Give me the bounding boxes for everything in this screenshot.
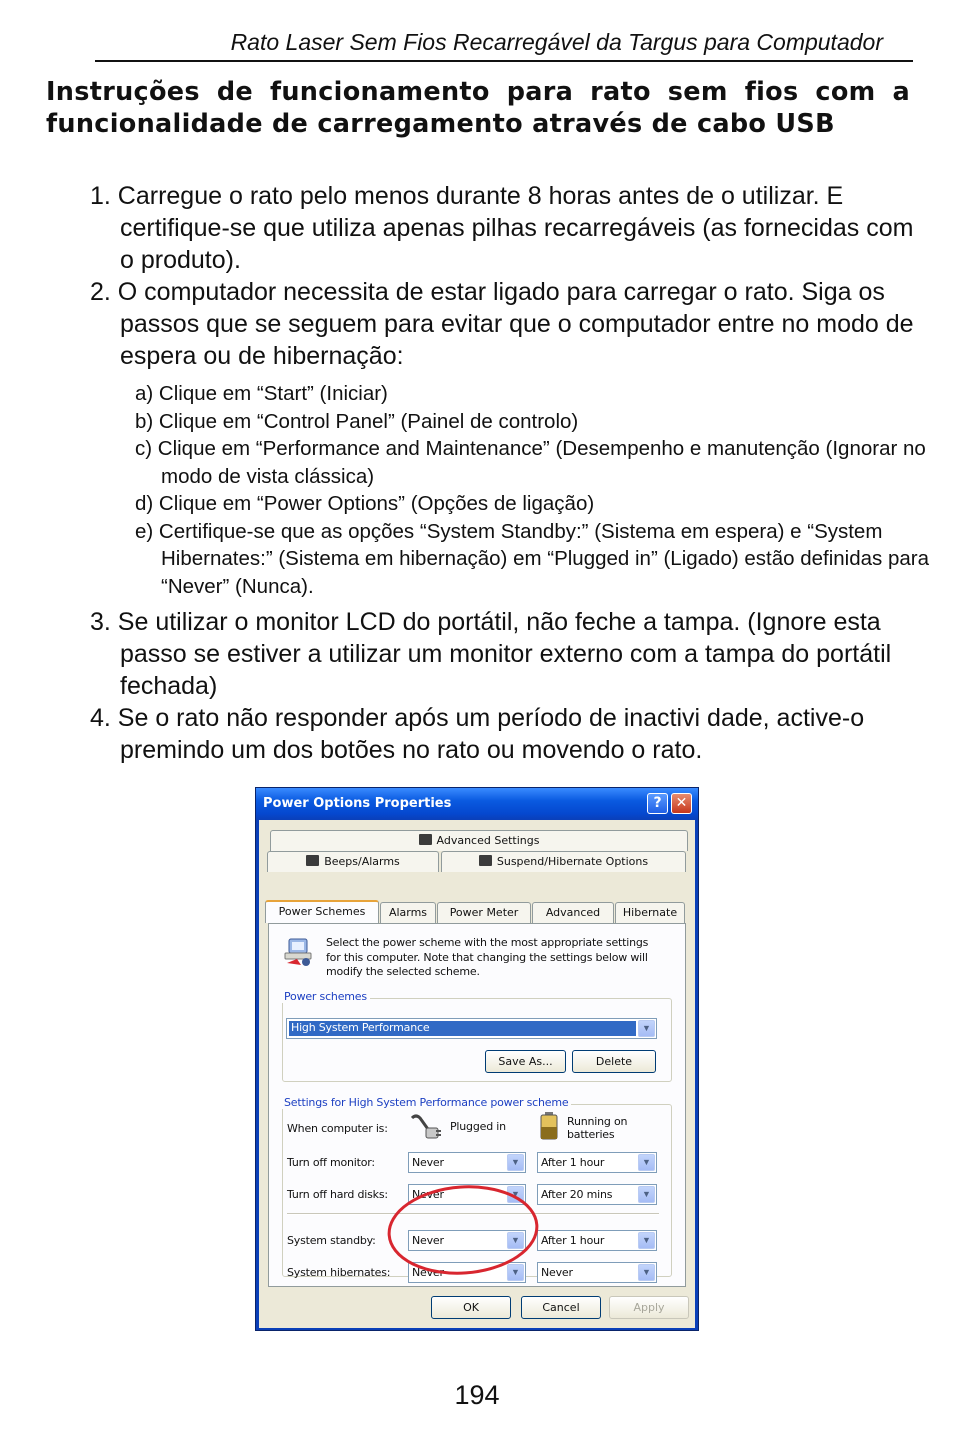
hibernates-label: System hibernates: (287, 1266, 391, 1279)
chevron-down-icon[interactable]: ▼ (507, 1186, 524, 1203)
substep-b: b) Clique em “Control Panel” (Painel de controlo) (135, 409, 579, 433)
substep-list (135, 380, 933, 600)
substep-a: a) Clique em “Start” (Iniciar) (135, 382, 388, 405)
tab-power-schemes[interactable]: Power Schemes (265, 900, 379, 923)
chevron-down-icon[interactable]: ▼ (507, 1154, 524, 1171)
select-value: After 1 hour (541, 1156, 605, 1169)
chevron-down-icon[interactable]: ▼ (638, 1186, 655, 1203)
running-on-batteries-header: Running on batteries (567, 1115, 628, 1141)
apply-button[interactable]: Apply (609, 1296, 689, 1319)
highlight-circle (386, 1182, 540, 1278)
power-scheme-value: High System Performance (289, 1021, 636, 1036)
substep-e: e) Certifique-se que as opções “System Standby:” (Sistema em espera) e “System Hibernates:” (Sistema em hibernação) em “Plugged in” (Ligado) estão definidas para “Never” (Nunca). (135, 519, 930, 598)
power-schemes-label: Power schemes (281, 990, 370, 1003)
ok-button[interactable]: OK (431, 1296, 511, 1319)
chevron-down-icon[interactable]: ▼ (638, 1232, 655, 1249)
highlight-overlay (255, 787, 699, 1331)
tab-advanced[interactable]: Advanced (532, 902, 614, 923)
tab-hibernate[interactable]: Hibernate (615, 902, 685, 923)
running-header: Rato Laser Sem Fios Recarregável da Targus para Computador (230, 29, 883, 55)
chevron-down-icon[interactable]: ▼ (638, 1020, 655, 1037)
tab-label: Suspend/Hibernate Options (496, 855, 649, 868)
chevron-down-icon[interactable]: ▼ (638, 1264, 655, 1281)
delete-button[interactable]: Delete (572, 1050, 656, 1073)
tab-alarms[interactable]: Alarms (380, 902, 436, 923)
chevron-down-icon[interactable]: ▼ (638, 1154, 655, 1171)
select-value: Never (412, 1266, 444, 1279)
substep-c: c) Clique em “Performance and Maintenance” (Desempenho e manutenção (Ignorar no modo de vista clássica) (135, 437, 926, 488)
substep-d: d) Clique em “Power Options” (Opções de ligação) (135, 492, 595, 515)
hard-disks-label: Turn off hard disks: (287, 1188, 388, 1201)
select-value: After 1 hour (541, 1234, 605, 1247)
chevron-down-icon[interactable]: ▼ (507, 1264, 524, 1281)
monitor-label: Turn off monitor: (287, 1156, 375, 1169)
tab-power-meter[interactable]: Power Meter (437, 902, 531, 923)
dialog-title: Power Options Properties (263, 796, 452, 811)
step-2: 2. O computador necessita de estar ligado para carregar o rato. Siga os passos que se seguem para evitar que o computador entre no modo de espera ou de hibernação: (90, 278, 914, 370)
plugged-in-header: Plugged in (450, 1120, 506, 1133)
select-value: After 20 mins (541, 1188, 613, 1201)
select-value: Never (412, 1156, 444, 1169)
chevron-down-icon[interactable]: ▼ (507, 1232, 524, 1249)
step-4: 4. Se o rato não responder após um período de inactivi dade, active-o premindo um dos botões no rato ou movendo o rato. (90, 704, 865, 764)
step-1: 1. Carregue o rato pelo menos durante 8 horas antes de o utilizar. E certifique-se que utiliza apenas pilhas recarregáveis (as fornecidas com o produto). (90, 182, 914, 274)
step-3: 3. Se utilizar o monitor LCD do portátil, não feche a tampa. (Ignore esta passo se estiver a utilizar um monitor externo com a tampa do portátil fechada) (90, 608, 892, 700)
help-button[interactable]: ? (647, 793, 668, 814)
page-number: 194 (454, 1380, 500, 1410)
section-title: Instruções de funcionamento para rato sem fios com a funcionalidade de carregamento através de cabo USB (46, 77, 910, 139)
cancel-button[interactable]: Cancel (521, 1296, 601, 1319)
when-computer-is-label: When computer is: (287, 1122, 388, 1135)
select-value: Never (412, 1188, 444, 1201)
close-button[interactable]: ✕ (671, 793, 692, 814)
standby-label: System standby: (287, 1234, 376, 1247)
scheme-description: Select the power scheme with the most appropriate settings for this computer. Note that changing the settings below will modify the selected scheme. (326, 936, 649, 978)
scheme-settings-label: Settings for High System Performance power scheme (281, 1096, 571, 1109)
tab-label: Beeps/Alarms (324, 855, 400, 868)
tab-label: Advanced Settings (436, 834, 540, 847)
header-rule (95, 60, 913, 62)
select-value: Never (541, 1266, 573, 1279)
power-options-screenshot (255, 787, 699, 1331)
save-as-button[interactable]: Save As... (485, 1050, 566, 1073)
select-value: Never (412, 1234, 444, 1247)
instruction-list (88, 180, 933, 766)
